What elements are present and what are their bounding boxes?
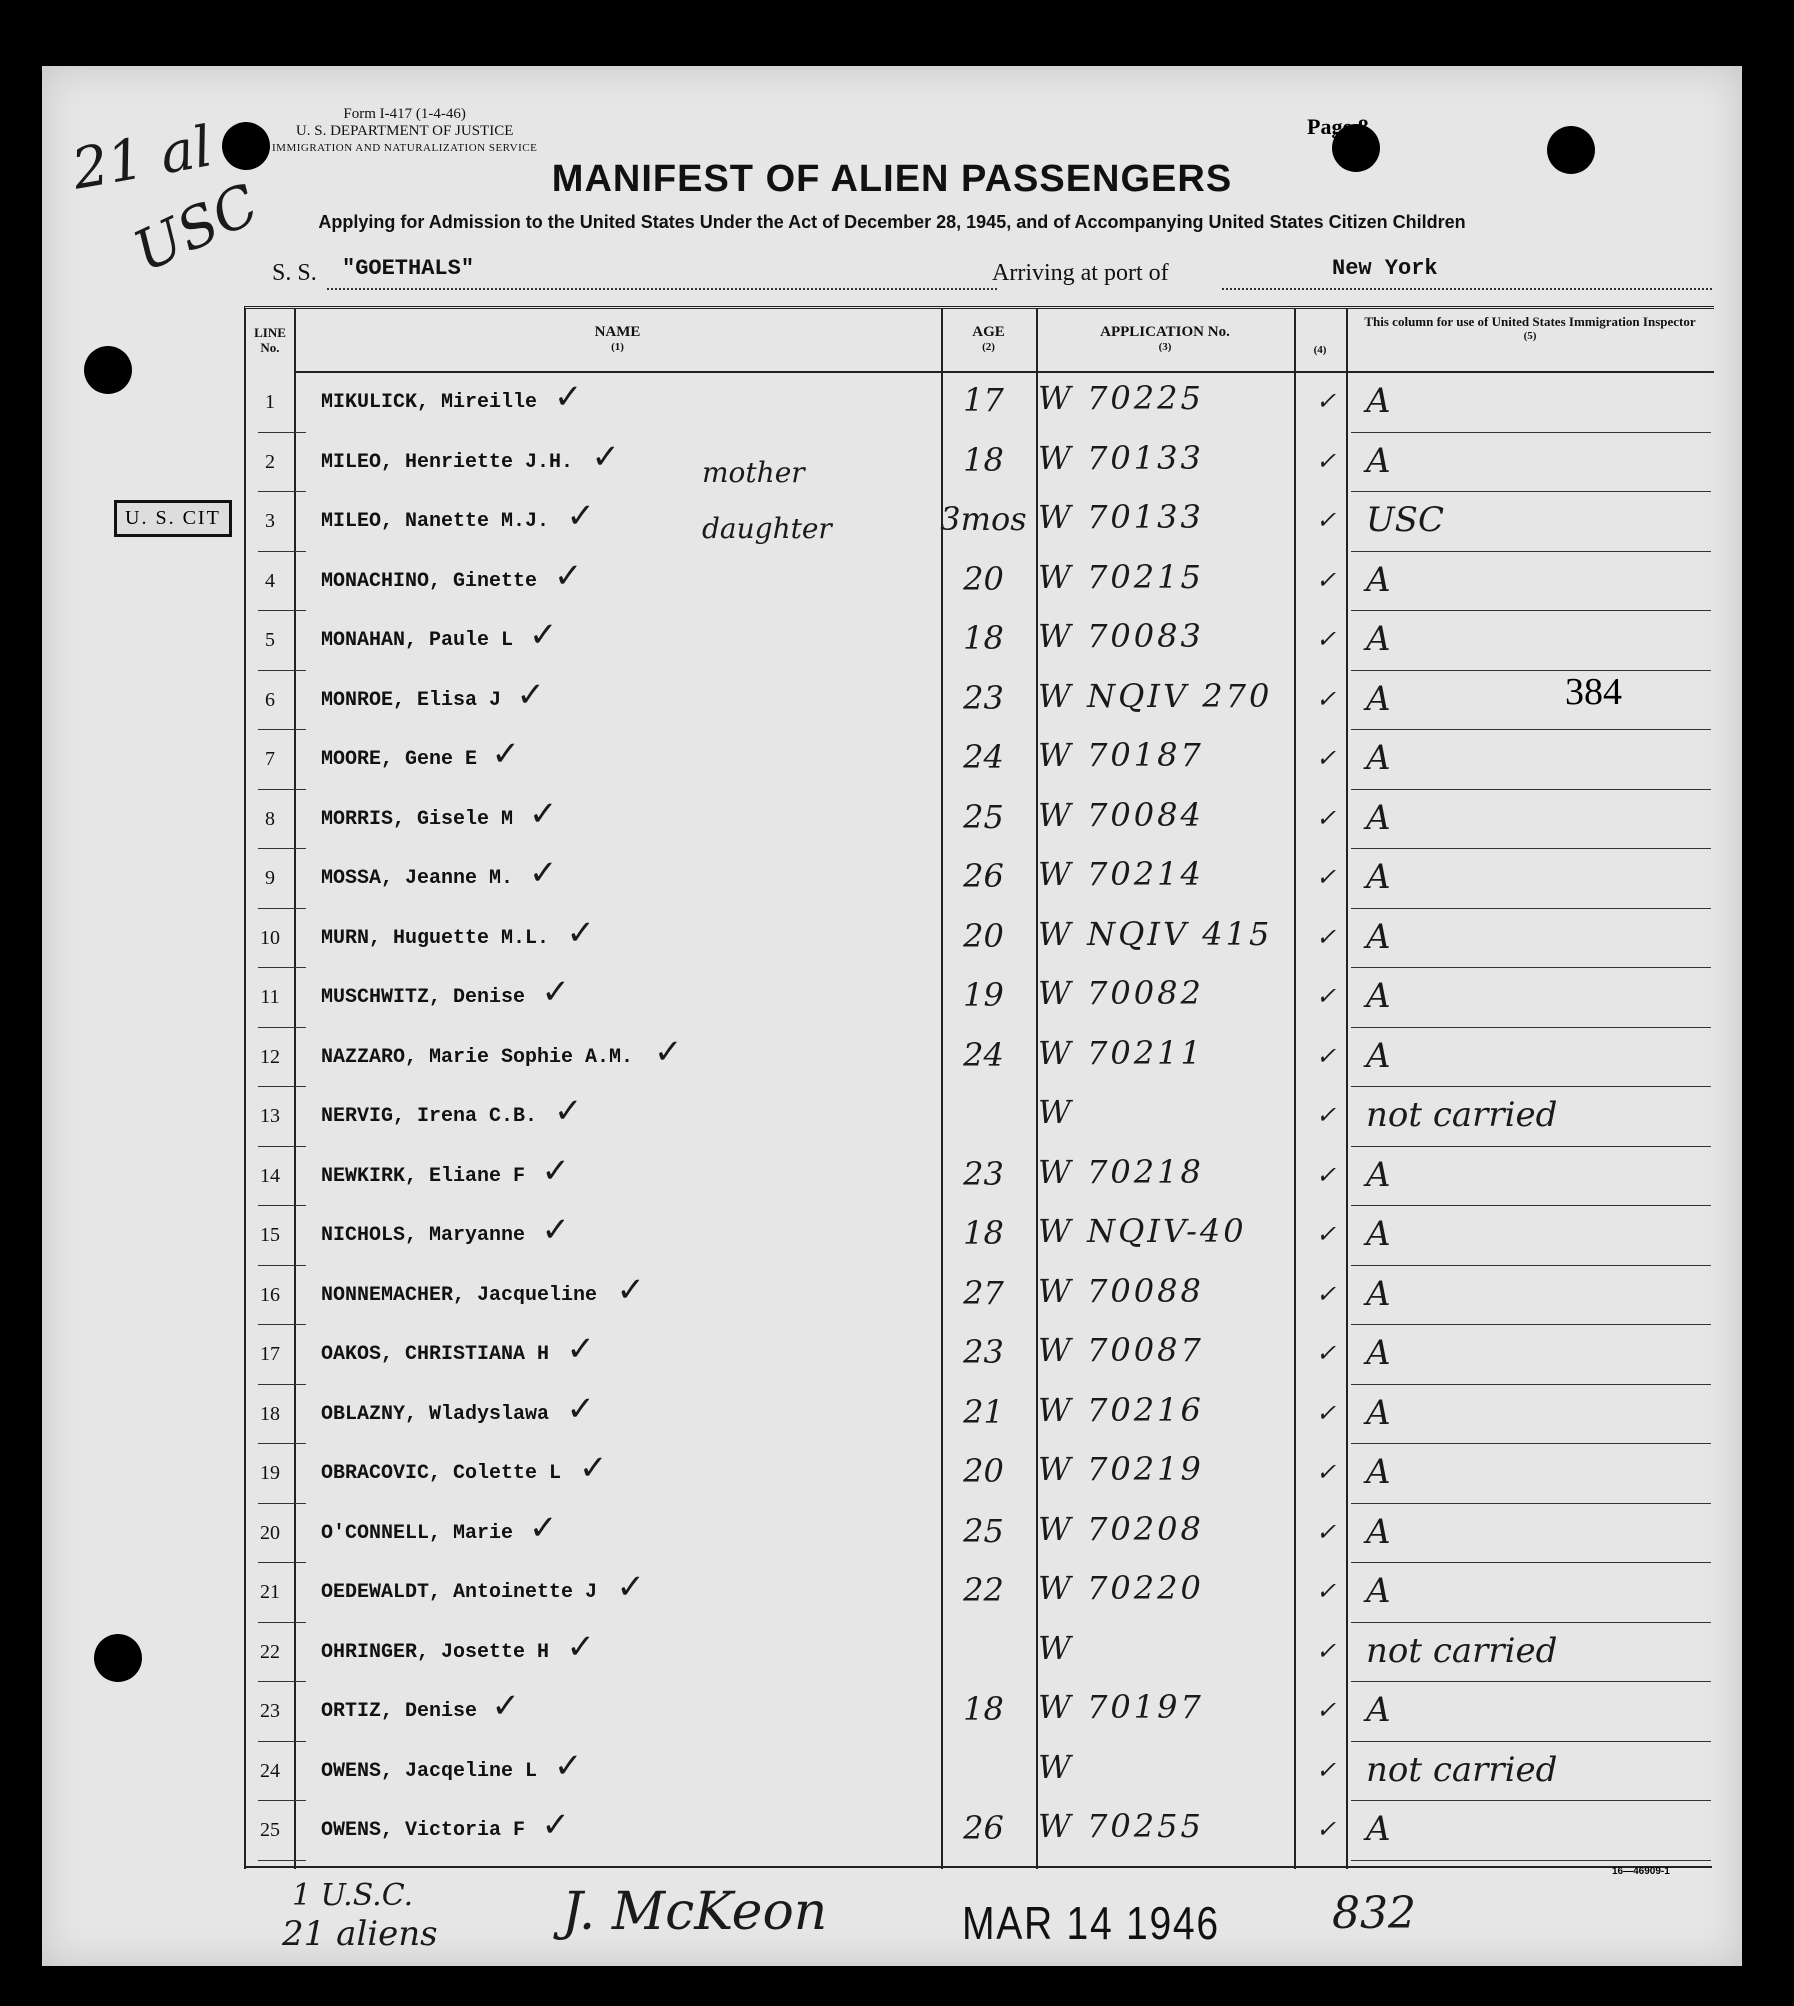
application-number: W NQIV 415 [1038, 914, 1273, 953]
column4-tick: ✓ [1316, 1220, 1337, 1248]
inspector-mark: A [1366, 559, 1391, 600]
column4-tick: ✓ [1316, 446, 1337, 475]
column4-tick: ✓ [1316, 1696, 1337, 1724]
application-number: W [1038, 1093, 1074, 1131]
mother-note: mother [702, 456, 805, 489]
header-age [941, 325, 1036, 355]
header-app-num: (3) [1158, 341, 1172, 353]
inspector-mark: A [1366, 1154, 1391, 1195]
line-number: 11 [260, 986, 280, 1008]
inspector-mark: not carried [1366, 1749, 1558, 1790]
check-mark-icon: ✓ [529, 616, 558, 654]
check-mark-icon: ✓ [541, 973, 570, 1011]
line-number: 16 [260, 1283, 280, 1306]
check-mark-icon: ✓ [554, 1092, 583, 1130]
column4-tick: ✓ [1316, 506, 1337, 534]
table-bottom-rule [244, 1866, 1712, 1868]
inspector-mark: A [1366, 1571, 1391, 1611]
line-number: 3 [265, 510, 275, 532]
passenger-name: MURN, Huguette M.L. [321, 926, 550, 950]
application-number: W 70215 [1038, 557, 1204, 596]
passenger-age: 19 [963, 976, 1004, 1014]
check-mark-icon: ✓ [529, 854, 558, 892]
application-number: W [1038, 1628, 1074, 1667]
application-number: W NQIV-40 [1038, 1212, 1247, 1250]
application-number: W 70087 [1038, 1331, 1204, 1369]
passenger-name: MIKULICK, Mireille [321, 391, 538, 414]
passenger-age: 26 [963, 1809, 1004, 1847]
application-number: W 70218 [1038, 1152, 1204, 1191]
passenger-name: MONACHINO, Ginette [321, 569, 538, 593]
passenger-age: 20 [963, 559, 1004, 598]
table-row [246, 552, 1714, 612]
check-mark-icon: ✓ [554, 1746, 583, 1785]
table-row [246, 1444, 1714, 1504]
passenger-age: 27 [963, 1273, 1004, 1312]
line-number: 9 [265, 867, 275, 889]
line-number: 23 [260, 1700, 280, 1722]
check-mark-icon: ✓ [616, 1568, 645, 1606]
passenger-age: 17 [963, 381, 1004, 419]
inspector-mark: A [1366, 381, 1391, 421]
column4-tick: ✓ [1316, 863, 1337, 891]
column4-tick: ✓ [1316, 1339, 1337, 1367]
line-number: 14 [260, 1164, 280, 1187]
inspector-mark: A [1366, 1035, 1391, 1076]
header-age-num: (2) [982, 341, 995, 353]
code-832: 832 [1332, 1888, 1416, 1939]
inspector-mark: not carried [1366, 1630, 1558, 1671]
column4-tick: ✓ [1316, 387, 1337, 415]
port-dotted-line [1222, 288, 1712, 290]
application-number: W [1038, 1747, 1074, 1786]
header-col4 [1294, 343, 1346, 358]
header-c4-num: (4) [1313, 344, 1327, 356]
check-mark-icon: ✓ [554, 378, 583, 416]
passenger-age: 25 [963, 797, 1004, 836]
inspector-mark: A [1366, 1690, 1391, 1730]
inspector-mark: A [1366, 1273, 1391, 1314]
application-number: W 70197 [1038, 1688, 1204, 1726]
table-row [246, 1801, 1714, 1861]
inspector-mark: A [1366, 1214, 1391, 1254]
column4-tick: ✓ [1316, 803, 1337, 832]
check-mark-icon: ✓ [616, 1270, 645, 1309]
form-info [272, 106, 537, 157]
passenger-name: MONAHAN, Paule L [321, 629, 514, 652]
application-number: W 70187 [1038, 736, 1204, 774]
table-row [246, 611, 1714, 671]
line-number: 10 [260, 926, 280, 949]
application-number: W 70220 [1038, 1569, 1204, 1607]
line-number: 15 [260, 1224, 280, 1246]
form-code: 16—46909-1 [1612, 1866, 1670, 1877]
line-number: 22 [260, 1640, 280, 1663]
table-row [246, 1325, 1714, 1385]
check-mark-icon: ✓ [566, 1389, 595, 1428]
table-row [246, 1266, 1714, 1326]
column4-tick: ✓ [1316, 1577, 1337, 1605]
margin-note-aliens: 21 al [67, 114, 217, 203]
line-number: 19 [260, 1462, 280, 1484]
table-row [246, 1385, 1714, 1445]
punch-hole [84, 346, 132, 394]
column4-tick: ✓ [1316, 1160, 1337, 1189]
header-name-label: NAME [594, 324, 641, 340]
inspector-mark: A [1366, 1511, 1391, 1552]
table-row [246, 1147, 1714, 1207]
passenger-name: O'CONNELL, Marie [321, 1521, 514, 1545]
line-rule [258, 1860, 306, 1861]
passenger-name: OWENS, Victoria F [321, 1819, 526, 1842]
application-number: W 70082 [1038, 974, 1204, 1012]
inspector-mark: A [1366, 1452, 1391, 1492]
check-mark-icon: ✓ [491, 735, 520, 773]
application-number: W 70208 [1038, 1509, 1204, 1548]
line-number: 6 [265, 688, 275, 711]
line-number: 20 [260, 1521, 280, 1544]
column4-tick: ✓ [1316, 982, 1337, 1010]
column4-tick: ✓ [1316, 565, 1337, 594]
passenger-table [244, 306, 1714, 1869]
check-mark-icon: ✓ [529, 1508, 558, 1547]
passenger-name: NICHOLS, Maryanne [321, 1224, 526, 1247]
passenger-name: ORTIZ, Denise [321, 1700, 478, 1723]
column4-tick: ✓ [1316, 1398, 1337, 1427]
passenger-name: OHRINGER, Josette H [321, 1640, 550, 1664]
application-number: W 70211 [1038, 1033, 1204, 1072]
inspector-mark: USC [1366, 500, 1444, 540]
column4-tick: ✓ [1316, 1279, 1337, 1308]
inspector-mark: A [1366, 916, 1391, 957]
passenger-name: OEDEWALDT, Antoinette J [321, 1581, 598, 1604]
check-mark-icon: ✓ [566, 497, 595, 535]
passenger-name: OBRACOVIC, Colette L [321, 1462, 562, 1485]
passenger-name: NAZZARO, Marie Sophie A.M. [321, 1045, 634, 1069]
passenger-age: 23 [963, 1333, 1004, 1371]
line-number: 8 [265, 807, 275, 830]
table-row [246, 1623, 1714, 1683]
passenger-name: MILEO, Henriette J.H. [321, 450, 574, 474]
column4-tick: ✓ [1316, 684, 1337, 713]
passenger-age: 18 [963, 1690, 1004, 1728]
punch-hole [94, 1634, 142, 1682]
column4-tick: ✓ [1316, 744, 1337, 772]
passenger-name: MUSCHWITZ, Denise [321, 986, 526, 1009]
daughter-note: daughter [702, 512, 832, 545]
inspector-mark: A [1366, 976, 1391, 1016]
line-number: 5 [265, 629, 275, 651]
passenger-name: NONNEMACHER, Jacqueline [321, 1283, 598, 1307]
inspector-mark: A [1366, 619, 1391, 659]
header-inspector-num: (5) [1523, 330, 1537, 342]
application-number: W 70216 [1038, 1390, 1204, 1429]
passenger-age: 24 [963, 738, 1004, 776]
passenger-name: MOORE, Gene E [321, 748, 478, 771]
ss-dotted-line [327, 288, 997, 290]
check-mark-icon: ✓ [541, 1806, 570, 1844]
application-number: W 70133 [1038, 438, 1204, 477]
application-number: W 70255 [1038, 1807, 1204, 1845]
application-number: W 70083 [1038, 617, 1204, 655]
table-row [246, 1028, 1714, 1088]
check-mark-icon: ✓ [566, 1627, 595, 1666]
column4-tick: ✓ [1316, 1755, 1337, 1784]
table-row [246, 730, 1714, 790]
port-label: Arriving at port of [992, 260, 1169, 286]
ss-label: S. S. [272, 260, 317, 286]
passenger-age: 18 [963, 619, 1004, 657]
header-line-no-label: LINE No. [254, 325, 286, 355]
column4-tick: ✓ [1316, 1101, 1337, 1129]
line-number: 1 [265, 391, 275, 413]
application-number: W 70225 [1038, 379, 1204, 417]
page-count-number: 384 [1565, 671, 1622, 713]
page-title: MANIFEST OF ALIEN PASSENGERS [551, 158, 1233, 200]
column4-tick: ✓ [1316, 1041, 1337, 1070]
table-row [246, 1087, 1714, 1147]
passenger-age: 23 [963, 678, 1004, 717]
service: IMMIGRATION AND NATURALIZATION SERVICE [272, 142, 538, 154]
passenger-name: MONROE, Elisa J [321, 688, 502, 712]
tally-usc: 1 U.S.C. [292, 1878, 414, 1913]
table-row [246, 1742, 1714, 1802]
passenger-name: OAKOS, CHRISTIANA H [321, 1343, 550, 1366]
ship-name: "GOETHALS" [342, 256, 475, 281]
line-number: 7 [265, 748, 275, 770]
inspector-mark: A [1366, 440, 1391, 481]
passenger-name: OWENS, Jacqeline L [321, 1759, 538, 1783]
inspector-mark: A [1366, 678, 1391, 719]
line-number: 2 [265, 450, 275, 473]
application-number: W 70214 [1038, 855, 1204, 893]
page-subtitle: Applying for Admission to the United States Under the Act of December 28, 1945, and of Accompanying United States Citizen Children [318, 212, 1466, 232]
passenger-name: MORRIS, Gisele M [321, 807, 514, 831]
check-mark-icon: ✓ [554, 556, 583, 595]
inspector-mark: A [1366, 1809, 1391, 1849]
line-number: 13 [260, 1105, 280, 1127]
check-mark-icon: ✓ [491, 1687, 520, 1725]
check-mark-icon: ✓ [529, 794, 558, 833]
header-age-label: AGE [972, 324, 1005, 340]
inspector-mark: A [1366, 797, 1391, 838]
inspector-mark: A [1366, 1333, 1391, 1373]
inspector-mark: not carried [1366, 1095, 1558, 1135]
check-mark-icon: ✓ [591, 437, 620, 476]
department: U. S. DEPARTMENT OF JUSTICE [295, 123, 514, 139]
header-inspector [1346, 315, 1714, 343]
tally-aliens: 21 aliens [282, 1914, 438, 1954]
column4-tick: ✓ [1316, 625, 1337, 653]
table-row [246, 849, 1714, 909]
inspector-mark: A [1366, 1392, 1391, 1433]
table-row [246, 492, 1714, 552]
inspector-rule [1351, 1860, 1711, 1861]
application-number: W 70219 [1038, 1450, 1204, 1488]
table-row [246, 968, 1714, 1028]
line-number: 12 [260, 1045, 280, 1068]
header-name [294, 325, 941, 355]
inspector-signature: J. McKeon [562, 1882, 828, 1942]
passenger-name: MILEO, Nanette M.J. [321, 510, 550, 533]
passenger-age: 22 [963, 1571, 1004, 1609]
date-stamp: MAR 14 1946 [962, 1897, 1220, 1949]
form-number: Form I-417 (1-4-46) [343, 106, 466, 122]
passenger-age: 25 [963, 1511, 1004, 1550]
application-number: W NQIV 270 [1038, 676, 1273, 715]
application-number: W 70133 [1038, 498, 1204, 536]
application-number: W 70084 [1038, 795, 1204, 834]
passenger-name: OBLAZNY, Wladyslawa [321, 1402, 550, 1426]
check-mark-icon: ✓ [541, 1211, 570, 1249]
header-application [1036, 325, 1294, 355]
check-mark-icon: ✓ [654, 1032, 683, 1071]
line-number: 21 [260, 1581, 280, 1603]
table-row [246, 1206, 1714, 1266]
line-number: 17 [260, 1343, 280, 1365]
column4-tick: ✓ [1316, 922, 1337, 951]
passenger-age: 20 [963, 1452, 1004, 1490]
table-row [246, 909, 1714, 969]
margin-note-usc: USC [124, 171, 269, 286]
us-citizen-stamp: U. S. CIT [114, 500, 232, 537]
page-number: Page 8 [1307, 114, 1369, 139]
table-row [246, 1504, 1714, 1564]
column4-tick: ✓ [1316, 1458, 1337, 1486]
table-row [246, 433, 1714, 493]
passenger-age: 18 [963, 1214, 1004, 1252]
inspector-mark: A [1366, 738, 1391, 778]
check-mark-icon: ✓ [566, 913, 595, 952]
header-inspector-label: This column for use of United States Immigration Inspector [1364, 314, 1696, 329]
passenger-name: NERVIG, Irena C.B. [321, 1105, 538, 1128]
table-row [246, 671, 1714, 731]
column4-tick: ✓ [1316, 1815, 1337, 1843]
line-number: 25 [260, 1819, 280, 1841]
table-row [246, 1682, 1714, 1742]
check-mark-icon: ✓ [516, 675, 545, 714]
passenger-age: 23 [963, 1154, 1004, 1193]
header-line-no [246, 325, 294, 355]
check-mark-icon: ✓ [579, 1449, 608, 1487]
header-name-num: (1) [611, 341, 624, 353]
inspector-mark: A [1366, 857, 1391, 897]
header-app-label: APPLICATION No. [1100, 324, 1230, 340]
table-row [246, 790, 1714, 850]
column4-tick: ✓ [1316, 1636, 1337, 1665]
port-name: New York [1332, 256, 1438, 281]
table-row [246, 373, 1714, 433]
passenger-age: 18 [963, 440, 1004, 479]
check-mark-icon: ✓ [566, 1330, 595, 1368]
passenger-age: 3mos [940, 500, 1027, 538]
passenger-age: 20 [963, 916, 1004, 955]
check-mark-icon: ✓ [541, 1151, 570, 1190]
passenger-age: 26 [963, 857, 1004, 895]
line-number: 18 [260, 1402, 280, 1425]
passenger-name: MOSSA, Jeanne M. [321, 867, 514, 890]
application-number: W 70088 [1038, 1271, 1204, 1310]
table-row [246, 1563, 1714, 1623]
column4-tick: ✓ [1316, 1517, 1337, 1546]
passenger-age: 24 [963, 1035, 1004, 1074]
line-number: 24 [260, 1759, 280, 1782]
manifest-sheet [42, 66, 1742, 1966]
passenger-age: 21 [963, 1392, 1004, 1431]
passenger-name: NEWKIRK, Eliane F [321, 1164, 526, 1188]
line-number: 4 [265, 569, 275, 592]
